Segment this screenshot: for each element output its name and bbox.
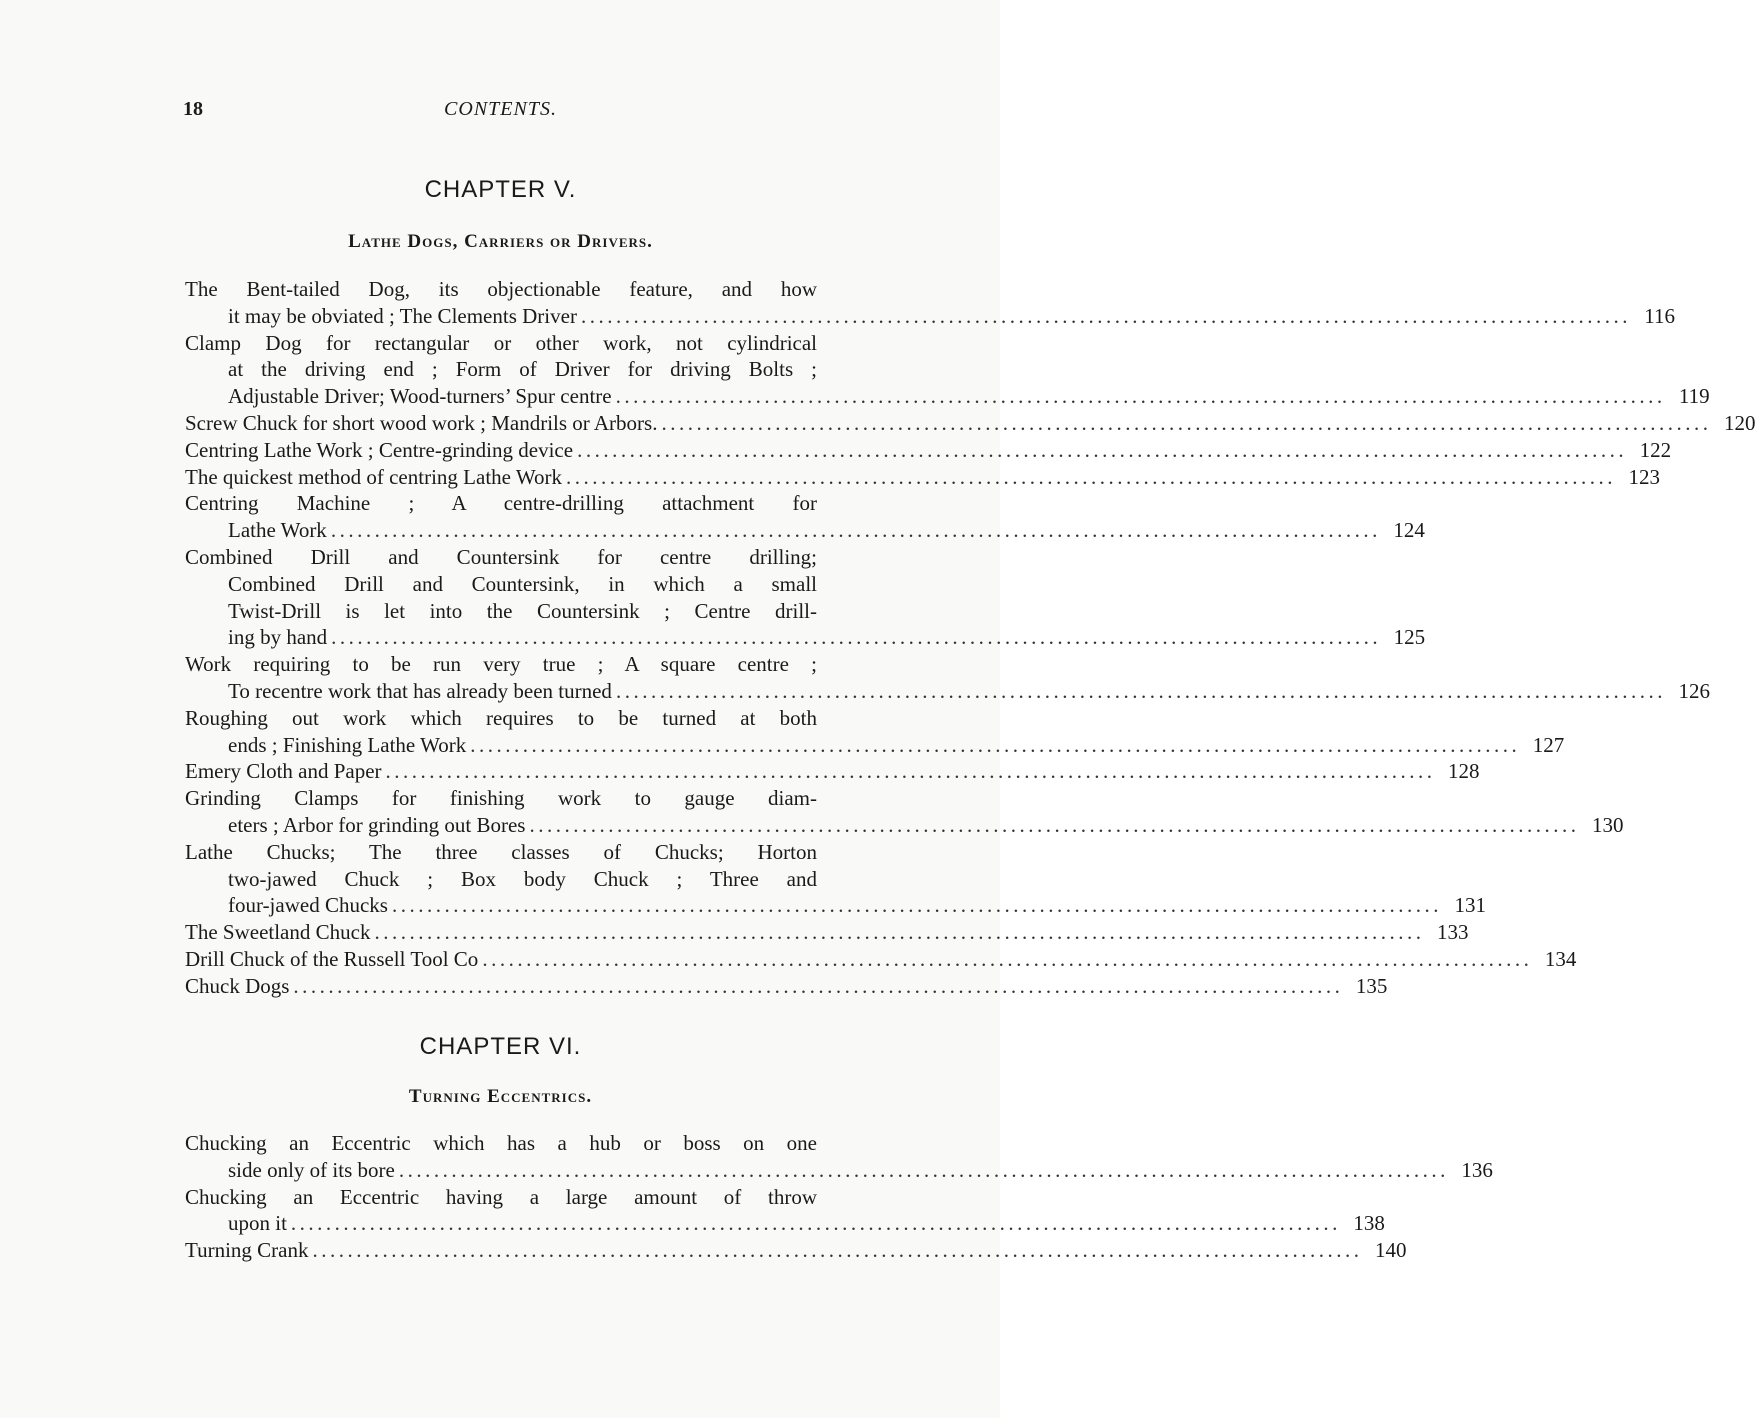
dot-leader: ........................................................................................................................	[615, 384, 1666, 409]
entry-text-line: Centring Lathe Work ; Centre-grinding device	[185, 437, 574, 462]
toc-entry	[185, 437, 1672, 464]
entry-last-line	[185, 517, 1425, 544]
page-reference: 116	[1644, 303, 1675, 328]
entry-text-line: Grinding Clamps for finishing work to gauge diam-	[185, 786, 817, 811]
toc-entry	[185, 1184, 1385, 1238]
entry-text-line: Centring Machine ; A centre-drilling attachment for	[185, 491, 817, 516]
chapter-heading: CHAPTER VI.	[419, 1033, 582, 1060]
page-reference: 134	[1544, 946, 1577, 971]
toc-list	[185, 1130, 1493, 1264]
entry-last-line	[185, 303, 1675, 330]
entry-text-line: upon it	[228, 1211, 287, 1236]
page-reference: 128	[1448, 759, 1480, 784]
entry-text-line: The Sweetland Chuck	[185, 920, 371, 945]
entry-last-line	[185, 464, 1660, 491]
page-reference: 140	[1375, 1238, 1407, 1263]
toc-entry	[185, 919, 1469, 946]
chapter-title: Turning Eccentrics.	[408, 1086, 593, 1107]
entry-last-line	[185, 1157, 1493, 1184]
entry-last-line	[185, 624, 1426, 651]
toc-entry	[185, 544, 1426, 651]
dot-leader: ........................................................................................................................	[293, 973, 1344, 998]
page-reference: 126	[1678, 678, 1710, 703]
entry-text-line: Twist-Drill is let into the Countersink ; Centre drill-	[228, 598, 817, 623]
dot-leader: ........................................................................................................................	[312, 1238, 1363, 1263]
entry-last-line	[185, 732, 1565, 759]
entry-text-line: Combined Drill and Countersink for centre drilling;	[185, 544, 817, 569]
running-head	[183, 98, 818, 128]
page-reference: 135	[1355, 973, 1388, 998]
page-reference: 120	[1723, 410, 1755, 435]
entry-last-line	[185, 437, 1672, 464]
entry-text-line: Turning Crank	[185, 1238, 309, 1263]
dot-leader: ........................................................................................................................	[385, 759, 1436, 784]
dot-leader: ........................................................................................................................	[331, 625, 1382, 650]
entry-last-line	[185, 973, 1388, 1000]
page-reference: 124	[1393, 518, 1425, 543]
dot-leader: ........................................................................................................................	[374, 920, 1425, 945]
entry-text-line: ends ; Finishing Lathe Work	[228, 732, 467, 757]
entry-text-line: side only of its bore	[228, 1157, 395, 1182]
toc-entry	[185, 839, 1486, 919]
entry-last-line	[185, 892, 1486, 919]
page-reference: 136	[1461, 1157, 1493, 1182]
entry-text-line: Screw Chuck for short wood work ; Mandrils or Arbors.	[185, 410, 658, 435]
entry-last-line	[185, 946, 1577, 973]
entry-text-line: Emery Cloth and Paper	[185, 759, 382, 784]
page-reference: 127	[1532, 732, 1565, 757]
entry-text-line: Chucking an Eccentric which has a hub or boss on one	[185, 1131, 817, 1155]
page-reference: 123	[1628, 464, 1660, 489]
page-reference: 125	[1393, 625, 1426, 650]
toc-entry	[185, 276, 1675, 330]
entry-text-line: four-jawed Chucks	[228, 893, 388, 918]
dot-leader: ........................................................................................................................	[398, 1157, 1449, 1182]
dot-leader: ........................................................................................................................	[661, 410, 1712, 435]
page-reference: 131	[1454, 893, 1486, 918]
toc-entry	[185, 1237, 1407, 1264]
dot-leader: ........................................................................................................................	[615, 678, 1666, 703]
entry-text-line: The quickest method of centring Lathe Work	[185, 464, 562, 489]
entry-text-line: Chuck Dogs	[185, 973, 290, 998]
entry-text-line: two-jawed Chuck ; Box body Chuck ; Three and	[228, 866, 817, 891]
entry-text-line: Chucking an Eccentric having a large amount of throw	[185, 1184, 817, 1209]
toc-entry	[185, 785, 1624, 839]
toc-entry	[185, 330, 1710, 410]
toc-entry	[185, 1130, 1493, 1184]
dot-leader: ........................................................................................................................	[580, 303, 1631, 328]
entry-last-line	[185, 383, 1710, 410]
entry-last-line	[185, 919, 1469, 946]
entry-text-line: Combined Drill and Countersink, in which a small	[228, 571, 817, 596]
entry-text-line: ing by hand	[228, 625, 328, 650]
dot-leader: ........................................................................................................................	[391, 893, 1442, 918]
toc-entry	[185, 651, 1710, 705]
entry-text-line: Drill Chuck of the Russell Tool Co	[185, 946, 479, 971]
entry-text-line: Clamp Dog for rectangular or other work, not cylindrical	[185, 330, 817, 355]
page-reference: 119	[1678, 384, 1710, 409]
toc-entry	[185, 490, 1425, 544]
dot-leader: ........................................................................................................................	[565, 464, 1616, 489]
entry-last-line	[185, 812, 1624, 839]
page-reference: 130	[1591, 812, 1624, 837]
page-number: 18	[183, 98, 203, 120]
dot-leader: ........................................................................................................................	[470, 732, 1521, 757]
entry-text-line: at the driving end ; Form of Driver for driving Bolts ;	[228, 357, 817, 382]
entry-text-line: Lathe Chucks; The three classes of Chucks; Horton	[185, 839, 817, 864]
entry-text-line: Lathe Work	[228, 518, 327, 543]
chapter-title: Lathe Dogs, Carriers or Drivers.	[348, 231, 653, 252]
toc-list	[185, 276, 1755, 1000]
entry-text-line: it may be obviated ; The Clements Driver	[228, 303, 577, 328]
running-title: CONTENTS.	[444, 98, 557, 120]
toc-entry	[185, 705, 1565, 759]
toc-entry	[185, 973, 1388, 1000]
entry-text-line: The Bent-tailed Dog, its objectionable feature, and how	[185, 277, 817, 301]
toc-entry	[185, 410, 1755, 437]
entry-text-line: Work requiring to be run very true ; A square centre ;	[185, 652, 817, 677]
entry-last-line	[185, 1210, 1385, 1237]
dot-leader: ........................................................................................................................	[290, 1211, 1341, 1236]
entry-text-line: To recentre work that has already been turned	[228, 678, 612, 703]
page-reference: 133	[1436, 920, 1469, 945]
entry-last-line	[185, 678, 1710, 705]
dot-leader: ........................................................................................................................	[482, 946, 1533, 971]
toc-entry	[185, 464, 1660, 491]
entry-last-line	[185, 410, 1755, 437]
entry-last-line	[185, 1237, 1407, 1264]
toc-entry	[185, 946, 1577, 973]
dot-leader: ........................................................................................................................	[330, 518, 1381, 543]
page-reference: 138	[1353, 1211, 1385, 1236]
page-reference: 122	[1639, 437, 1672, 462]
dot-leader: ........................................................................................................................	[577, 437, 1628, 462]
toc-entry	[185, 758, 1480, 785]
dot-leader: ........................................................................................................................	[529, 812, 1580, 837]
entry-text-line: Roughing out work which requires to be turned at both	[185, 705, 817, 730]
entry-text-line: Adjustable Driver; Wood-turners’ Spur centre	[228, 384, 612, 409]
entry-last-line	[185, 758, 1480, 785]
entry-text-line: eters ; Arbor for grinding out Bores	[228, 812, 526, 837]
chapter-heading: CHAPTER V.	[424, 176, 577, 203]
